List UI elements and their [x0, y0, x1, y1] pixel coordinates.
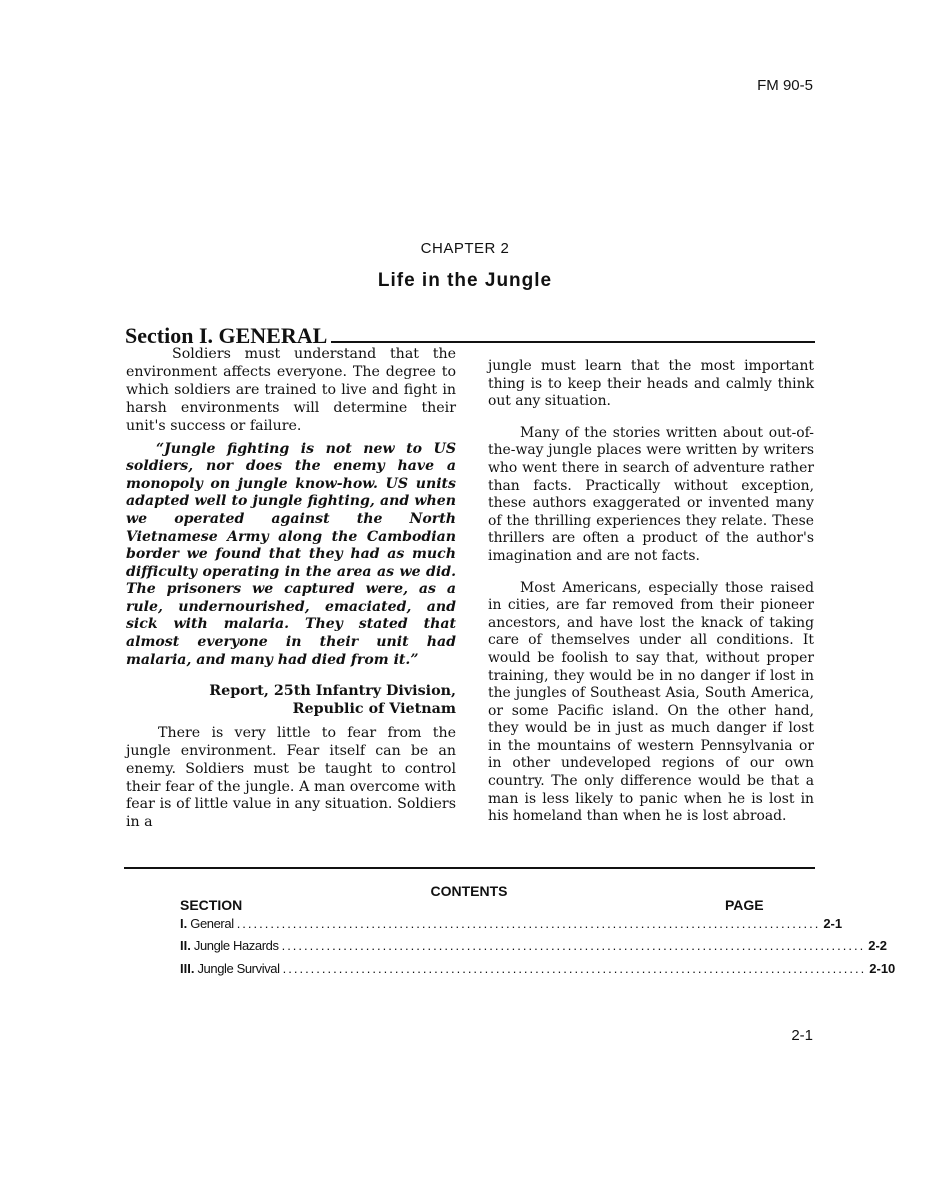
toc-entry-jungle-survival[interactable]	[180, 961, 896, 979]
toc-leader-dots: ........................................................................................................	[236, 916, 821, 931]
stories-paragraph: Many of the stories written about out-of-the-way jungle places were written by writers who went there in search of adventure rather than facts. Practically without exception, these authors exaggerated or invented many of the thrilling experiences they relate. These thrillers are often a product of the author's imagination and are not facts.	[488, 424, 814, 564]
toc-page: 2-10	[869, 961, 896, 976]
document-code: FM 90-5	[757, 77, 813, 94]
section-title: Section I. GENERAL	[125, 324, 331, 348]
contents-section-label: SECTION	[180, 897, 243, 913]
toc-number: I.	[180, 916, 188, 931]
toc-page: 2-2	[868, 938, 888, 953]
contents-page-label: PAGE	[725, 897, 764, 913]
left-column	[126, 346, 456, 832]
toc-leader-dots: ........................................................................................................	[281, 938, 866, 953]
fear-paragraph: There is very little to fear from the jungle environment. Fear itself can be an enemy. Soldiers must be taught to control their fear of the jungle. A man overcome with fear is of little value in any situation. Soldiers in a	[126, 724, 456, 831]
section-heading	[125, 320, 815, 348]
toc-entry-general[interactable]	[180, 916, 843, 934]
toc-leader-dots: ........................................................................................................	[282, 961, 867, 976]
toc-entry-jungle-hazards[interactable]	[180, 938, 888, 956]
footer-page-number: 2-1	[791, 1027, 813, 1044]
attribution-line-2: Republic of Vietnam	[292, 701, 456, 718]
section-rule	[331, 341, 815, 343]
continued-paragraph: jungle must learn that the most important thing is to keep their heads and calmly think out any situation.	[488, 358, 814, 410]
toc-number: III.	[180, 961, 195, 976]
toc-title: Jungle Survival	[197, 961, 280, 976]
toc-title: Jungle Hazards	[193, 938, 279, 953]
toc-title: General	[190, 916, 234, 931]
chapter-label: CHAPTER 2	[420, 240, 510, 257]
quote-attribution	[126, 683, 456, 719]
attribution-line-1: Report, 25th Infantry Division,	[209, 683, 456, 700]
contents-rule	[124, 867, 815, 869]
contents-title: CONTENTS	[430, 883, 508, 899]
toc-page: 2-1	[823, 916, 843, 931]
americans-paragraph: Most Americans, especially those raised in cities, are far removed from their pioneer ancestors, and have lost the knack of taking care of themselves under all conditions. It would be foolish to say that, without proper training, they would be in no danger if lost in the jungles of Southeast Asia, South America, or some Pacific island. On the other hand, they would be in just as much danger if lost in the mountains of western Pennsylvania or in other undeveloped regions of our own country. The only difference would be that a man is less likely to panic when he is lost in his homeland than when he is lost abroad.	[488, 579, 814, 825]
right-column	[488, 358, 814, 840]
chapter-title: Life in the Jungle	[377, 270, 553, 291]
quote-block: “Jungle fighting is not new to US soldiers, nor does the enemy have a monopoly on jungle know-how. US units adapted well to jungle fighting, and when we operated against the North Vietnamese Army along the Cambodian border we found that they had as much difficulty operating in the area as we did. The prisoners we captured were, as a rule, undernourished, emaciated, and sick with malaria. They stated that almost everyone in their unit had malaria, and many had died from it.”	[126, 440, 456, 668]
intro-paragraph: Soldiers must understand that the environment affects everyone. The degree to which soldiers are trained to live and fight in harsh environments will determine their unit's success or failure.	[126, 346, 456, 434]
toc-number: II.	[180, 938, 191, 953]
